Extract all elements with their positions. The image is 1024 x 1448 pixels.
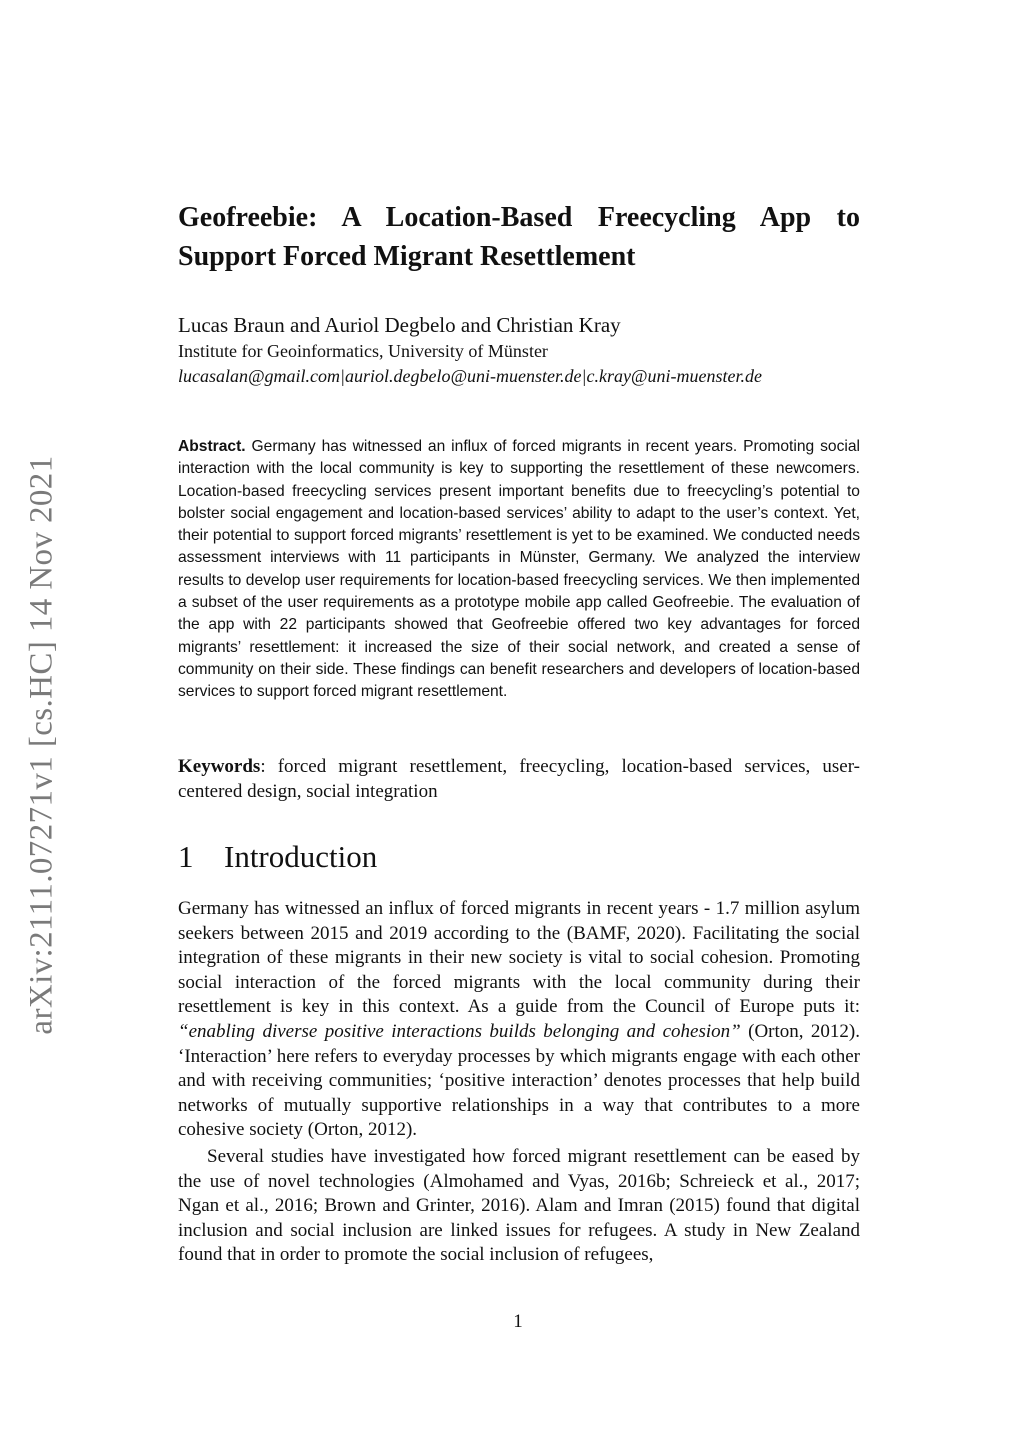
section-title: Introduction (224, 839, 378, 874)
paragraph-1 (178, 897, 860, 1143)
paper-title (178, 198, 860, 276)
section-number: 1 (178, 839, 194, 874)
keywords (178, 755, 860, 804)
title-line-1: Geofreebie: A Location-Based Freecycling App to (178, 202, 860, 233)
paragraph-2: Several studies have investigated how forced migrant resettlement can be eased by the use of novel technologies (Almohamed and Vyas, 2016b; Schreieck et al., 2017; Ngan et al., 2016; Brown and Grinter, 2016). Alam and Imran (2015) found that digital inclusion and social inclusion are linked issues for refugees. A study in New Zealand found that in order to promote the social inclusion of refugees, (178, 1145, 860, 1266)
title-line-2: Support Forced Migrant Resettlement (178, 241, 636, 272)
paragraph-1-text-b: (Orton, 2012). ‘Interaction’ here refers to everyday processes by which migrants engage with each other and with receiving communities; ‘positive interaction’ denotes processes that help build networks of mutually supportive relationships in a way that contributes to a more cohesive society (Orton, 2012). (178, 1020, 861, 1141)
page-number: 1 (513, 1311, 523, 1332)
author-emails: lucasalan@gmail.com|auriol.degbelo@uni-muenster.de|c.kray@uni-muenster.de (178, 366, 762, 386)
introduction-body (178, 897, 860, 1268)
author-list: Lucas Braun and Auriol Degbelo and Christian Kray (178, 313, 621, 337)
paragraph-1-text-a: Germany has witnessed an influx of forced migrants in recent years - 1.7 million asylum seekers between 2015 and 2019 according to the (BAMF, 2020). Facilitating the social integration of these migrants in their new society is vital to social cohesion. Promoting social interaction of the forced migrants with the local community during their resettlement is key in this context. As a guide from the Council of Europe puts it: (178, 898, 860, 1018)
paragraph-1-quote: “enabling diverse positive interactions builds belonging and cohesion” (178, 1020, 741, 1042)
arxiv-identifier: arXiv:2111.07271v1 [cs.HC] 14 Nov 2021 (23, 455, 60, 1035)
keywords-text: : forced migrant resettlement, freecycling, location-based services, user-centered design, social integration (178, 756, 860, 802)
affiliation: Institute for Geoinformatics, University of Münster (178, 341, 548, 361)
section-heading (178, 838, 377, 876)
abstract-label: Abstract. (178, 438, 246, 455)
abstract (178, 436, 860, 704)
keywords-label: Keywords (178, 756, 261, 777)
abstract-text: Germany has witnessed an influx of forced migrants in recent years. Promoting social interaction with the local community is key to supporting the resettlement of these newcomers. Location-based freecycling services present important benefits due to freecycling’s potential to bolster social engagement and location-based services’ ability to adapt to the user’s context. Yet, their potential to support forced migrants’ resettlement is yet to be examined. We conducted needs assessment interviews with 11 participants in Münster, Germany. We analyzed the interview results to develop user requirements for location-based freecycling services. We then implemented a subset of the user requirements as a prototype mobile app called Geofreebie. The evaluation of the app with 22 participants showed that Geofreebie offered two key advantages for forced migrants’ resettlement: it increased the size of their social network, and created a sense of community on their side. These findings can benefit researchers and developers of location-based services to support forced migrant resettlement. (178, 438, 860, 701)
